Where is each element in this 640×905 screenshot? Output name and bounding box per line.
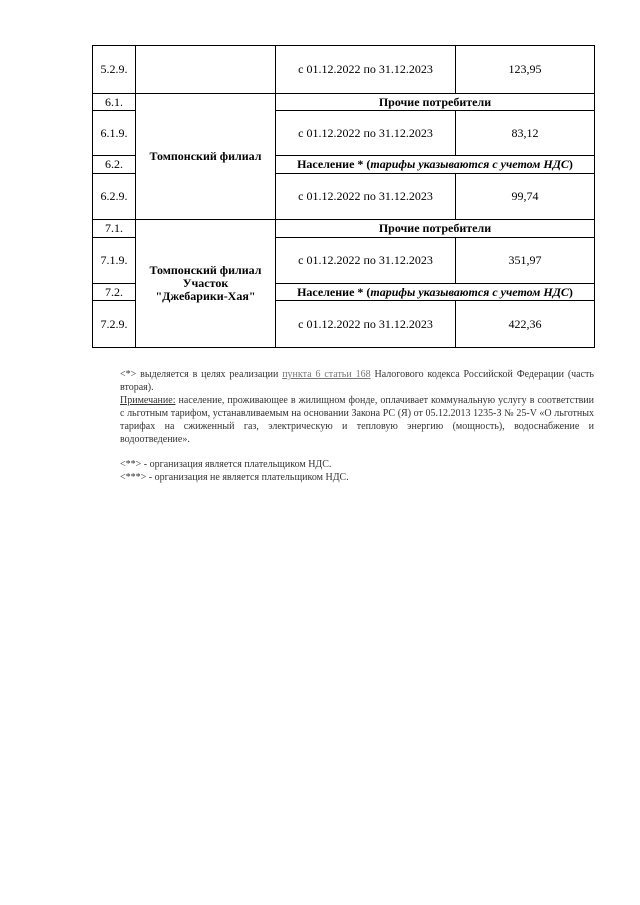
footnotes xyxy=(120,368,594,484)
table-row xyxy=(93,46,595,94)
consumer-category xyxy=(276,284,595,301)
remark-label: Примечание: xyxy=(120,395,176,406)
category-bold: Население * ( xyxy=(297,157,371,171)
footnote-remark xyxy=(120,394,594,446)
row-number: 5.2.9. xyxy=(93,46,136,94)
row-number: 7.1. xyxy=(93,220,136,238)
category-end: ) xyxy=(568,157,573,171)
period-cell: с 01.12.2022 по 31.12.2023 xyxy=(276,111,456,156)
period-cell: с 01.12.2022 по 31.12.2023 xyxy=(276,46,456,94)
branch-name xyxy=(136,220,276,348)
row-number: 7.2.9. xyxy=(93,301,136,348)
footnote-vat-payer: <**> - организация является плательщиком НДС. xyxy=(120,459,332,470)
row-number: 6.1.9. xyxy=(93,111,136,156)
period-cell: с 01.12.2022 по 31.12.2023 xyxy=(276,301,456,348)
row-number: 6.2. xyxy=(93,156,136,174)
remark-text: население, проживающее в жилищном фонде, оплачивает коммунальную услугу в соответствии с льготным тарифом, устанавливаемым на основании Закона РС (Я) от 05.12.2013 1235-З № 25-V «О льготных тарифах на сжиженный газ, электрическую и тепловую энергию (мощность), водоснабжение и водоотведение». xyxy=(120,395,594,445)
footnote-non-vat-payer: <***> - организация не является плательщиком НДС. xyxy=(120,472,349,483)
tariff-table xyxy=(92,45,595,348)
category-bold: Население * ( xyxy=(297,284,371,299)
consumer-category xyxy=(276,156,595,174)
period-cell: с 01.12.2022 по 31.12.2023 xyxy=(276,174,456,220)
footnote-text: Налогового кодекса Российской Федерации (часть вторая). xyxy=(120,369,594,393)
category-end: ) xyxy=(568,284,573,299)
branch-name: Томпонский филиал xyxy=(136,94,276,220)
footnote-vat xyxy=(120,368,594,394)
table-row xyxy=(93,94,595,111)
table-row xyxy=(93,220,595,238)
consumer-category: Прочие потребители xyxy=(276,220,595,238)
tariff-value: 83,12 xyxy=(456,111,595,156)
branch-line: "Джебарики-Хая" xyxy=(155,289,256,303)
footnote-text: <*> выделяется в целях реализации xyxy=(120,369,283,380)
branch-line: Томпонский филиал xyxy=(149,263,262,277)
branch-line: Участок xyxy=(182,276,229,290)
tax-code-link[interactable]: пункта 6 статьи 168 xyxy=(282,369,371,380)
tariff-value: 351,97 xyxy=(456,238,595,284)
row-number: 7.1.9. xyxy=(93,238,136,284)
tariff-value: 99,74 xyxy=(456,174,595,220)
tariff-value: 123,95 xyxy=(456,46,595,94)
row-number: 7.2. xyxy=(93,284,136,301)
row-number: 6.2.9. xyxy=(93,174,136,220)
tariff-value: 422,36 xyxy=(456,301,595,348)
row-number: 6.1. xyxy=(93,94,136,111)
branch-cell-empty xyxy=(136,46,276,94)
category-italic: тарифы указываются с учетом НДС xyxy=(370,284,569,299)
period-cell: с 01.12.2022 по 31.12.2023 xyxy=(276,238,456,284)
category-italic: тарифы указываются с учетом НДС xyxy=(370,157,569,171)
consumer-category: Прочие потребители xyxy=(276,94,595,111)
